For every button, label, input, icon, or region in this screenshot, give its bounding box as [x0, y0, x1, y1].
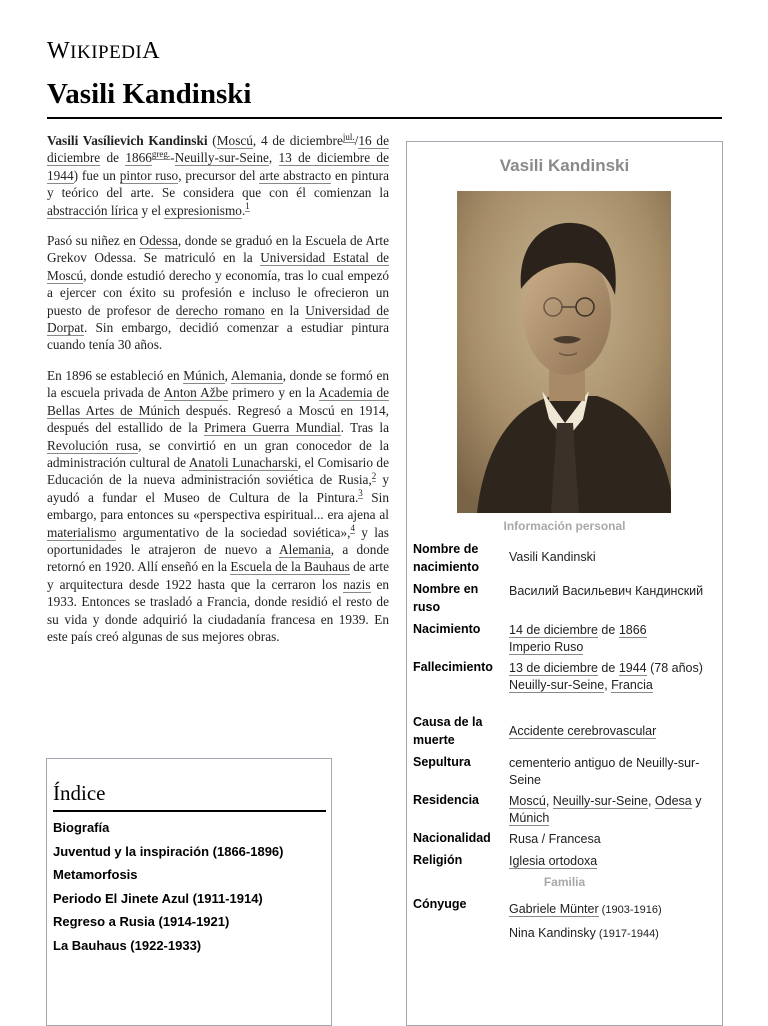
link-bauhaus[interactable]: Escuela de la Bauhaus — [230, 559, 350, 575]
table-of-contents — [46, 758, 332, 1026]
link-gabriele-munter[interactable]: Gabriele Münter — [509, 902, 599, 916]
toc-item-bauhaus[interactable]: La Bauhaus (1922-1933) — [53, 937, 202, 953]
link-odessa[interactable]: Odessa — [139, 233, 178, 249]
link-derecho-romano[interactable]: derecho romano — [175, 302, 265, 318]
link-moscu[interactable]: Moscú — [216, 133, 253, 148]
link-lunacharski[interactable]: Anatoli Lunacharski — [188, 454, 298, 470]
link-abstraccion-lirica[interactable]: abstracción lírica — [47, 202, 139, 218]
link-revolucion-rusa[interactable]: Revolución rusa — [47, 437, 139, 453]
link-16-diciembre[interactable]: 16 de diciembre — [47, 133, 389, 166]
link-munich[interactable]: Múnich — [183, 367, 225, 383]
article-body — [47, 132, 389, 658]
toc-item-jinete-azul[interactable]: Periodo El Jinete Azul (1911-1914) — [53, 890, 263, 906]
link-pintor-ruso[interactable]: pintor ruso — [119, 167, 179, 183]
link-munich-infobox[interactable]: Múnich — [509, 810, 550, 825]
link-universidad-dorpat[interactable]: Universidad de Dorpat — [47, 302, 389, 336]
link-anton-azbe[interactable]: Anton Ažbe — [163, 385, 229, 401]
link-alemania[interactable]: Alemania — [230, 367, 283, 383]
link-francia[interactable]: Francia — [611, 677, 653, 692]
link-14-diciembre[interactable]: 14 de diciembre — [509, 623, 598, 637]
link-academia-bellas-artes[interactable]: Academia de Bellas Artes de Múnich — [47, 385, 389, 418]
toc-item-metamorfosis[interactable]: Metamorfosis — [53, 867, 138, 883]
link-neuilly[interactable]: Neuilly-sur-Seine — [174, 150, 269, 166]
portrait-image[interactable] — [457, 191, 671, 513]
portrait-photo — [457, 191, 671, 513]
reference-2[interactable]: 2 — [371, 470, 377, 481]
link-accidente-cerebrovascular[interactable]: Accidente cerebrovascular — [509, 724, 657, 738]
link-1866-infobox[interactable]: 1866 — [618, 623, 647, 637]
childhood-paragraph: Pasó su niñez en Odessa, donde se graduó en la Escuela de Arte Grekov Odessa. Se matriculó en la Universidad Estatal de Moscú, donde estudió derecho y economía, tras lo cual empezó a ejercer con éxito su profesión e incluso le ofrecieron un puesto de profesor de derecho romano en la Universidad de Dorpat. Sin embargo, decidió comenzar a estudiar pintura cuando tenía 30 años. — [47, 233, 389, 353]
reference-4[interactable]: 4 — [350, 523, 355, 534]
link-1866[interactable]: 1866 — [125, 150, 152, 166]
link-arte-abstracto[interactable]: arte abstracto — [259, 167, 332, 183]
section-personal-info: Información personal — [503, 519, 626, 533]
toc-divider — [53, 810, 326, 812]
link-neuilly-infobox[interactable]: Neuilly-sur-Seine — [509, 677, 605, 692]
reference-1[interactable]: 1 — [245, 201, 250, 212]
note-greg[interactable]: greg. — [151, 148, 171, 159]
intro-paragraph: Vasili Vasílievich Kandinski (Moscú, 4 de diciembre$^{jul.}$/16 de diciembre de $1866^{greg.}-Neuilly-sur$-Seine, 13 de diciembre de 1944) fue un pintor ruso, precursor del arte abstracto en pintura y teórico del arte. Se considera que con él comienzan la abstracción lírica y el expresionismo.$^1$ — [47, 131, 389, 218]
toc-title: Índice — [53, 781, 106, 805]
link-primera-guerra-mundial[interactable]: Primera Guerra Mundial — [203, 420, 341, 436]
link-universidad-moscu[interactable]: Universidad Estatal de Moscú — [47, 250, 389, 283]
link-13-diciembre-1944[interactable]: 13 de diciembre de 1944 — [47, 150, 389, 183]
link-nazis[interactable]: nazis — [343, 576, 371, 592]
toc-item-juventud[interactable]: Juventud y la inspiración (1866-1896) — [53, 843, 284, 859]
toc-item-regreso-rusia[interactable]: Regreso a Rusia (1914-1921) — [53, 914, 230, 930]
link-iglesia-ortodoxa[interactable]: Iglesia ortodoxa — [509, 854, 598, 868]
toc-list — [53, 819, 283, 961]
infobox: Vasili Kandinski Información personal Nombre de nacimiento Vasili Kandinski Nombre en ruso Василий Васильевич Кандинский Nacimiento 14 de diciembre de 1866 Imperio Ruso Fallecimiento 13 de diciembre de 1944 (78 años) Neuilly-sur-Seine, Francia Causa de la muerte Accidente cerebrovascular Sepultura cementerio antiguo de Neuilly-sur-Seine Residencia Moscú, Neuilly-sur-Seine, Odesa y Múnich Nacionalidad Rusa / Francesa Religión Iglesia ortodoxa Familia Cónyuge Gabriele Münter (1903-1916) Nina Kandinsky (1917-1944) — [406, 141, 723, 1026]
note-jul[interactable]: jul. — [342, 131, 355, 142]
toc-item-biografia[interactable]: Biografía — [53, 820, 110, 835]
infobox-title: Vasili Kandinski — [499, 156, 630, 175]
page-title: Vasili Kandinski — [47, 78, 252, 110]
link-13-diciembre[interactable]: 13 de diciembre — [509, 661, 598, 675]
link-alemania-2[interactable]: Alemania — [279, 541, 331, 557]
link-materialismo[interactable]: materialismo — [47, 524, 117, 540]
section-family: Familia — [543, 875, 586, 889]
link-1944[interactable]: 1944 — [618, 661, 647, 675]
link-expresionismo[interactable]: expresionismo — [164, 202, 242, 218]
wikipedia-wordmark[interactable]: WIKIPEDIA — [47, 38, 161, 64]
link-moscu-infobox[interactable]: Moscú — [509, 794, 546, 808]
career-paragraph: En 1896 se estableció en Múnich, Alemania, donde se formó en la escuela privada de Anton Ažbe primero y en la Academia de Bellas Artes de Múnich después. Regresó a Moscú en 1914, después del estallido de la Primera Guerra Mundial. Tras la Revolución rusa, se convirtió en un gran conocedor de la administración cultural de Anatoli Lunacharski, el Comisario de Educación de la nueva administración soviética de Rusia,$^2$ y ayudó a fundar el Museo de Cultura de la Pintura.$^3$ Sin embargo, para entonces su «perspectiva espiritual... era ajena al materialismo argumentativo de la sociedad soviética»,$^4$ y las oportunidades le atrajeron de nuevo a Alemania, a donde retornó en 1920. Allí enseñó en la Escuela de la Bauhaus de arte y arquitectura desde 1922 hasta que la cerraron los nazis en 1933. Entonces se trasladó a Francia, donde residió el resto de su vida y donde adquirió la ciudadanía francesa en 1939. En este país creó algunas de sus mejores obras. — [47, 367, 389, 644]
title-divider — [47, 117, 722, 119]
link-imperio-ruso[interactable]: Imperio Ruso — [509, 639, 584, 654]
reference-3[interactable]: 3 — [358, 488, 363, 499]
link-odesa[interactable]: Odesa — [654, 794, 692, 808]
link-neuilly-residence[interactable]: Neuilly-sur-Seine — [552, 794, 648, 808]
